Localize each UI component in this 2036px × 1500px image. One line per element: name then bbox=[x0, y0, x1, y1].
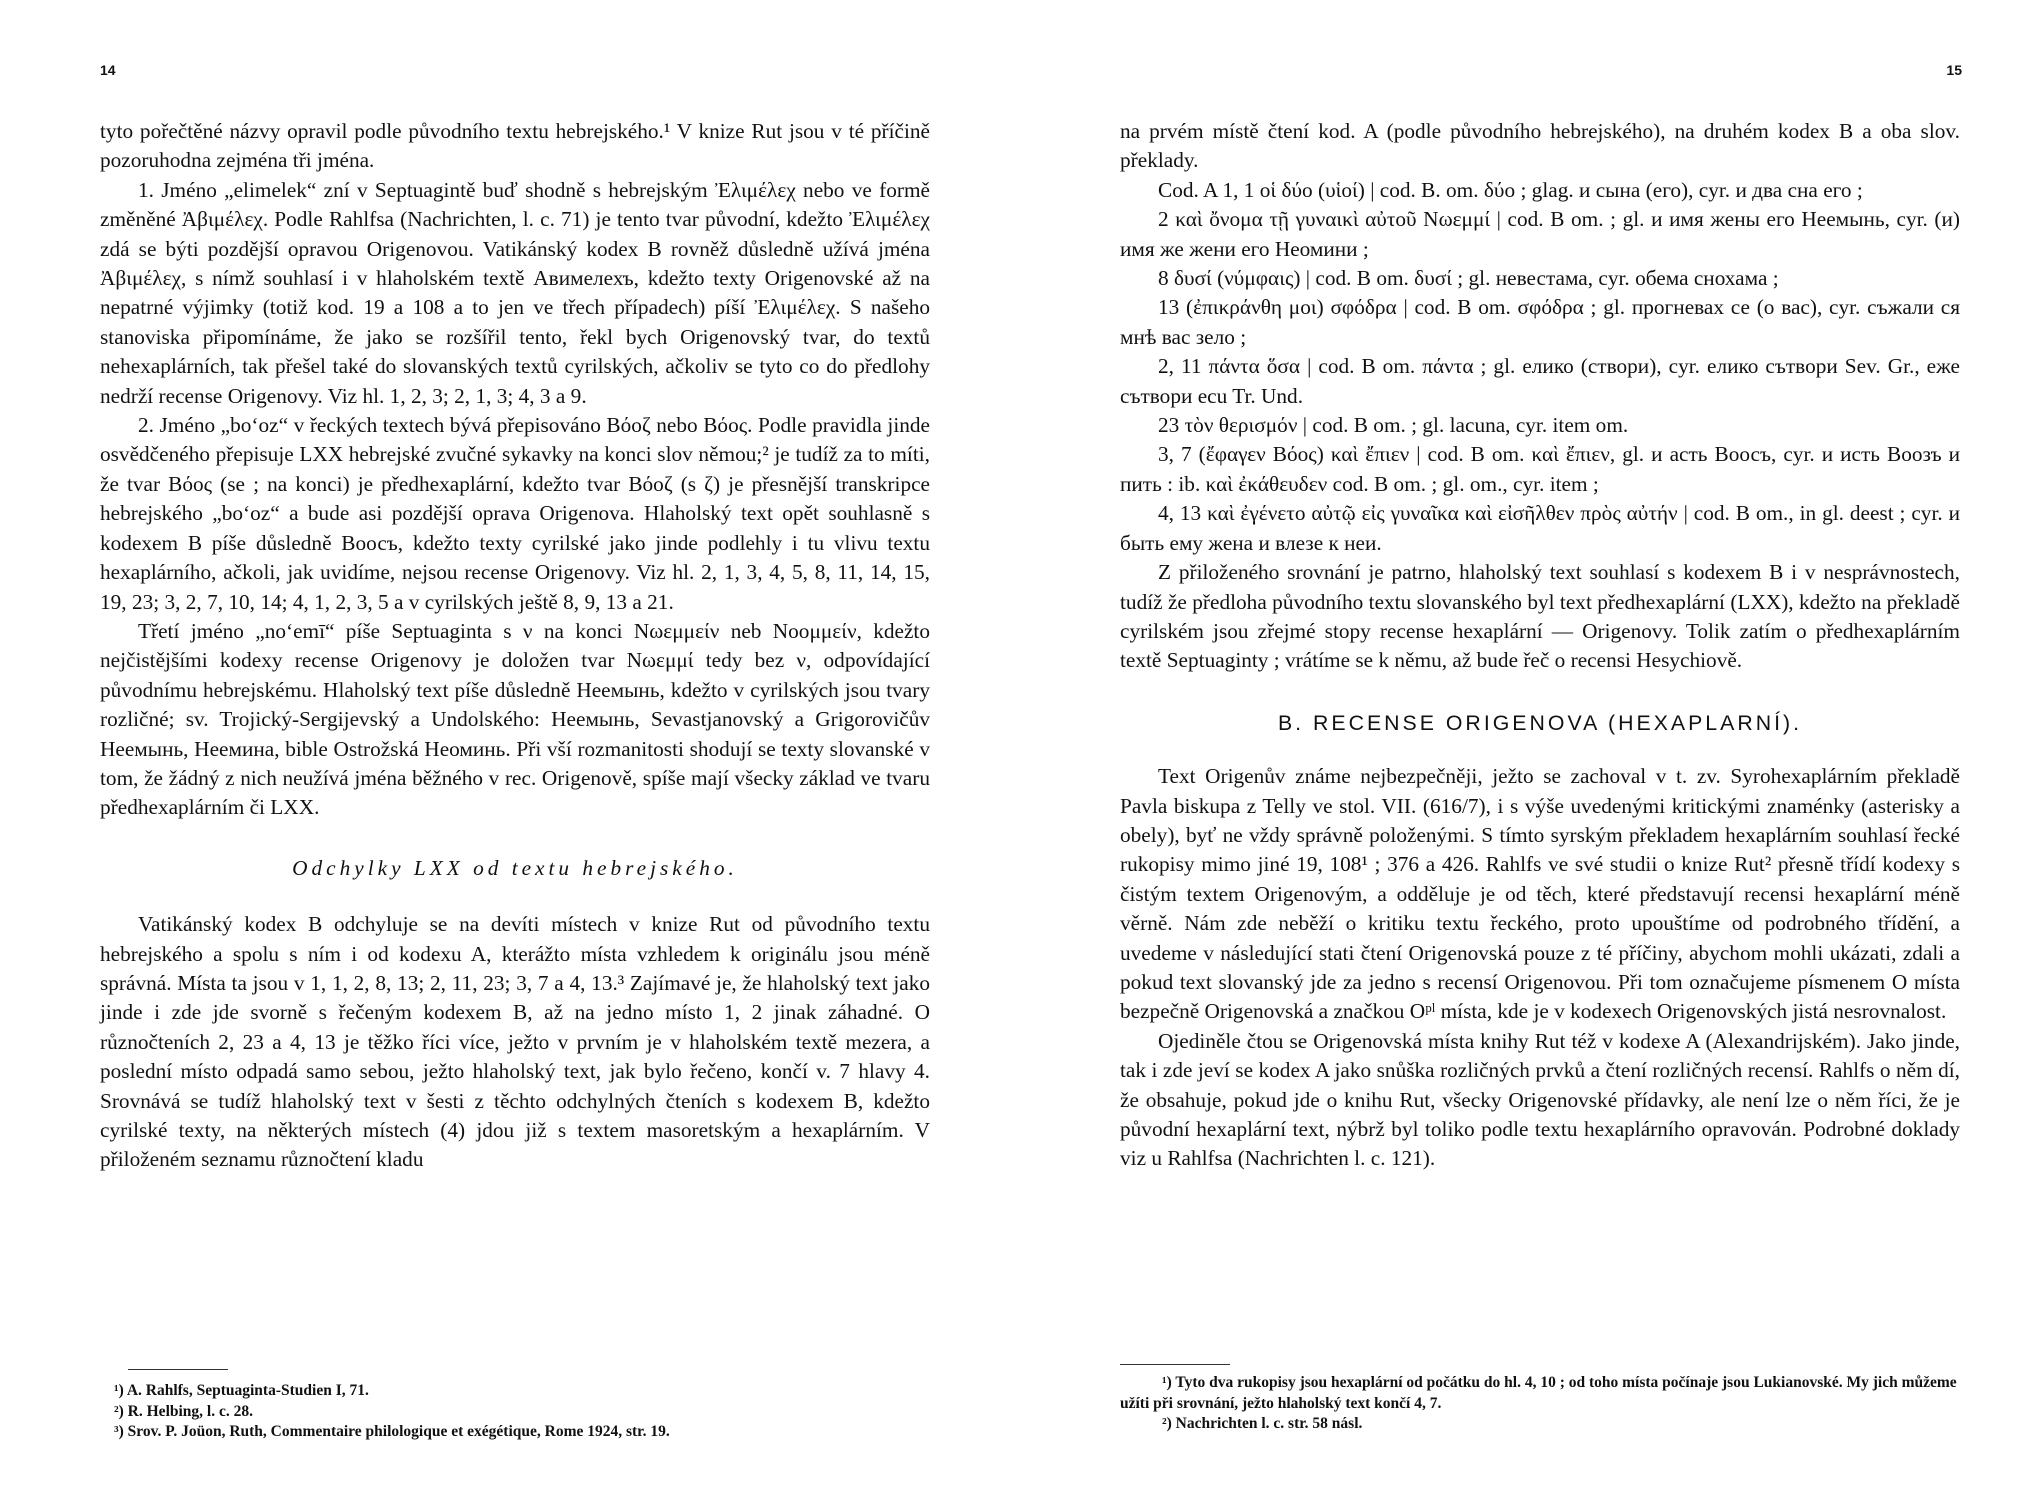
paragraph: na prvém místě čtení kod. A (podle původního hebrejského), na druhém kodex B a oba slov. překlady. bbox=[1120, 119, 1960, 173]
variant-line: 23 τὸν θερισμόν | cod. B om. ; gl. lacuna, cyr. item om. bbox=[1158, 413, 1629, 438]
paragraph: Vatikánský kodex B odchyluje se na devíti místech v knize Rut od původního textu hebrejského a spolu s ním i od kodexu A, kterážto místa vzhledem k originálu jsou méně správná. Místa ta jsou v 1, 1, 2, 8, 13; 2, 11, 23; 3, 7 a 4, 13.³ Zajímavé je, že hlaholský text jako jinde i zde jde svorně s řečeným kodexem B, až na jedno místo 1, 2 jinak záhadné. O různočteních 2, 23 a 4, 13 je těžko říci více, ježto v prvním je v hlaholském textě mezera, a poslední místo odpadá samo sebou, ježto hlaholský text, jak bylo řečeno, končí v. 7 hlavy 4. Srovnává se tudíž hlaholský text v šesti z těchto odchylných čteních s kodexem B, kdežto cyrilské texty, na některých místech (4) jdou již s textem masoretským a hexaplárním. V přiloženém seznamu různočtení kladu bbox=[100, 912, 930, 1172]
paragraph: Text Origenův známe nejbezpečněji, ježto se zachoval v t. zv. Syrohexaplárním překladě Pavla biskupa z Telly ve stol. VII. (616/7), i s výše uvedenými kritickými znaménky (asterisky a obely), byť ne vždy správně položenými. S tímto syrským překladem hexaplárním souhlasí řecké rukopisy mimo jiné 19, 108¹ ; 376 a 426. Rahlfs ve své studii o knize Rut² přesně třídí kodexy s čistým textem Origenovým, a odděluje je od těch, které představují recensi hexaplární méně věrně. Nám zde neběží o kritiku textu řeckého, proto upouštíme od podrobného třídění, a uvedeme v následující stati čtení Origenovská pouze z té příčiny, abychom mohli ukázati, zdali a pokud text slovanský jde za jedno s recensí Origenovou. Při tom označujeme písmenem O místa bezpečně Origenovská a značkou Oᵖˡ místa, kde je v kodexech Origenovských jistá nesrovnalost. bbox=[1120, 764, 1960, 1024]
variant-line: Cod. A 1, 1 οἱ δύο (υἱοί) | cod. B. om. δύο ; glag. и сына (его), cyr. и два сна его ; bbox=[1158, 177, 1863, 202]
footnote: ²) R. Helbing, l. c. 28. bbox=[114, 1402, 253, 1420]
variant-line: 3, 7 (ἔφαγεν Βόος) καὶ ἔπιεν | cod. B om. καὶ ἔπιεν, gl. и асть Воосъ, cyr. и исть Воозъ и пить : ib. καὶ ἐκάθευδεν cod. B om. ; gl. om., cyr. item ; bbox=[1120, 442, 1960, 496]
left-body bbox=[100, 117, 930, 1175]
right-body bbox=[1120, 117, 1960, 1174]
right-page bbox=[1120, 0, 1960, 1500]
variant-line: 2, 11 πάντα ὅσα | cod. B om. πάντα ; gl. елико (створи), cyr. елико сътвори Sev. Gr., еже сътвори ecu Tr. Und. bbox=[1120, 354, 1960, 408]
page-number: 15 bbox=[1946, 62, 1962, 78]
left-page bbox=[100, 0, 930, 1500]
paragraph: Třetí jméno „no‘emī“ píše Septuaginta s ν na konci Νωεμμείν neb Νοομμείν, kdežto nejčistějšími kodexy recense Origenovy je doložen tvar Νωεμμί tedy bez ν, odpovídající původnímu hebrejskému. Hlaholský text píše důsledně Неемынь, kdežto v cyrilských jsou tvary rozličné; sv. Trojický-Sergijevský a Undolského: Неемынь, Sevastjanovský a Grigorovičův Неемынь, Неемина, bible Ostrožská Неоминь. Při vší rozmanitosti shodují se texty slovanské v tom, že žádný z nich neužívá jména běžného v rec. Origenově, spíše mají všecky základ ve tvaru předhexaplárním či LXX. bbox=[100, 618, 930, 820]
paragraph: Ojediněle čtou se Origenovská místa knihy Rut též v kodexe A (Alexandrijském). Jako jinde, tak i zde jeví se kodex A jako snůška rozličných prvků a čtení rozličných recensí. Rahlfs o něm dí, že obsahuje, pokud jde o knihu Rut, všecky Origenovské přídavky, ale není lze o něm říci, že je původní hexaplární text, nýbrž byl toliko podle textu hexaplárního opravován. Podrobné doklady viz u Rahlfsa (Nachrichten l. c. 121). bbox=[1120, 1028, 1960, 1171]
paragraph: 2. Jméno „bo‘oz“ v řeckých textech bývá přepisováno Βόοζ nebo Βόος. Podle pravidla jinde osvědčeného přepisuje LXX hebrejské zvučné sykavky na konci slov němou;² je tudíž za to míti, že tvar Βόος (se ; na konci) je předhexaplární, kdežto tvar Βόοζ (s ζ) je přesnější transkripce hebrejského „bo‘oz“ a bude asi pozdější oprava Origenova. Hlaholský text opět souhlasně s kodexem B píše důsledně Воосъ, kdežto texty cyrilské jako jinde podlehly i tu vlivu textu hexaplárního, ačkoli, jak uvidíme, nejsou recense Origenovy. Viz hl. 2, 1, 3, 4, 5, 8, 11, 14, 15, 19, 23; 3, 2, 7, 10, 14; 4, 1, 2, 3, 5 a v cyrilských ještě 8, 9, 13 a 21. bbox=[100, 413, 930, 614]
page-number: 14 bbox=[100, 62, 116, 78]
variant-line: 4, 13 καὶ ἐγένετο αὐτῷ εἰς γυναῖκα καὶ εἰσῆλθεν πρὸς αὐτήν | cod. B om., in gl. deest ; cyr. и быть ему жена и влезе к неи. bbox=[1120, 501, 1960, 555]
section-heading: B. RECENSE ORIGENOVA (HEXAPLARNÍ). bbox=[1277, 710, 1803, 735]
section-heading: Odchylky LXX od textu hebrejského. bbox=[292, 855, 738, 880]
footnote: ¹) Tyto dva rukopisy jsou hexaplární od počátku do hl. 4, 10 ; od toho místa počínaje jsou Lukianovské. My jich můžeme užíti při srovnání, ježto hlaholský text končí 4, 7. bbox=[1120, 1374, 1957, 1412]
footnote-rule bbox=[1120, 1364, 1230, 1365]
variant-line: 2 καὶ ὄνομα τῇ γυναικὶ αὐτοῦ Νωεμμί | cod. B om. ; gl. и имя жены его Неемынь, cyr. (и) имя же жени его Неомини ; bbox=[1120, 207, 1960, 261]
paragraph: tyto pořečtěné názvy opravil podle původního textu hebrejského.¹ V knize Rut jsou v té příčině pozoruhodna zejména tři jména. bbox=[100, 119, 930, 173]
footnote-rule bbox=[128, 1369, 228, 1370]
variant-line: 13 (ἐπικράνθη μοι) σφόδρα | cod. B om. σφόδρα ; gl. прогневах се (о вас), cyr. съжали ся мнѣ вас зело ; bbox=[1120, 295, 1960, 349]
paragraph: 1. Jméno „elimelek“ zní v Septuagintě buď shodně s hebrejským Ἐλιμέλεχ nebo ve formě změněné Ἀβιμέλεχ. Podle Rahlfsa (Nachrichten, l. c. 71) je tento tvar původní, kdežto Ἐλιμέλεχ zdá se býti pozdější opravou Origenovou. Vatikánský kodex B rovněž důsledně užívá jména Ἀβιμέλεχ, s nímž souhlasí i v hlaholském textě Авимелехъ, kdežto texty Origenovské až na nepatrné výjimky (totiž kod. 19 a 108 a to jen ve třech případech) píší Ἐλιμέλεχ. S našeho stanoviska připomínáme, že jako se rozšířil tento, řekl bych Origenovský tvar, do textů nehexaplárních, tak přešel také do slovanských textů cyrilských, ačkoliv se tyto co do předlohy nedrží recense Origenovy. Viz hl. 1, 2, 3; 2, 1, 3; 4, 3 a 9. bbox=[100, 177, 930, 408]
paragraph: Z přiloženého srovnání je patrno, hlaholský text souhlasí s kodexem B i v nesprávnostech, tudíž že předloha původního textu slovanského byl text předhexaplární (LXX), kdežto na překladě cyrilském jsou zřejmé stopy recense hexaplární — Origenovy. Tolik zatím o předhexaplárním textě Septuaginty ; vrátíme se k němu, až bude řeč o recensi Hesychiově. bbox=[1120, 560, 1960, 673]
footnotes bbox=[100, 1381, 930, 1443]
footnotes bbox=[1120, 1373, 1960, 1435]
footnote: ²) Nachrichten l. c. str. 58 násl. bbox=[1162, 1415, 1363, 1432]
variant-line: 8 δυσί (νύμφαις) | cod. B om. δυσί ; gl. невестама, cyr. обема снохама ; bbox=[1158, 266, 1779, 291]
footnote: ³) Srov. P. Joüon, Ruth, Commentaire philologique et exégétique, Rome 1924, str. 19. bbox=[114, 1423, 670, 1440]
footnote: ¹) A. Rahlfs, Septuaginta-Studien I, 71. bbox=[114, 1382, 369, 1399]
